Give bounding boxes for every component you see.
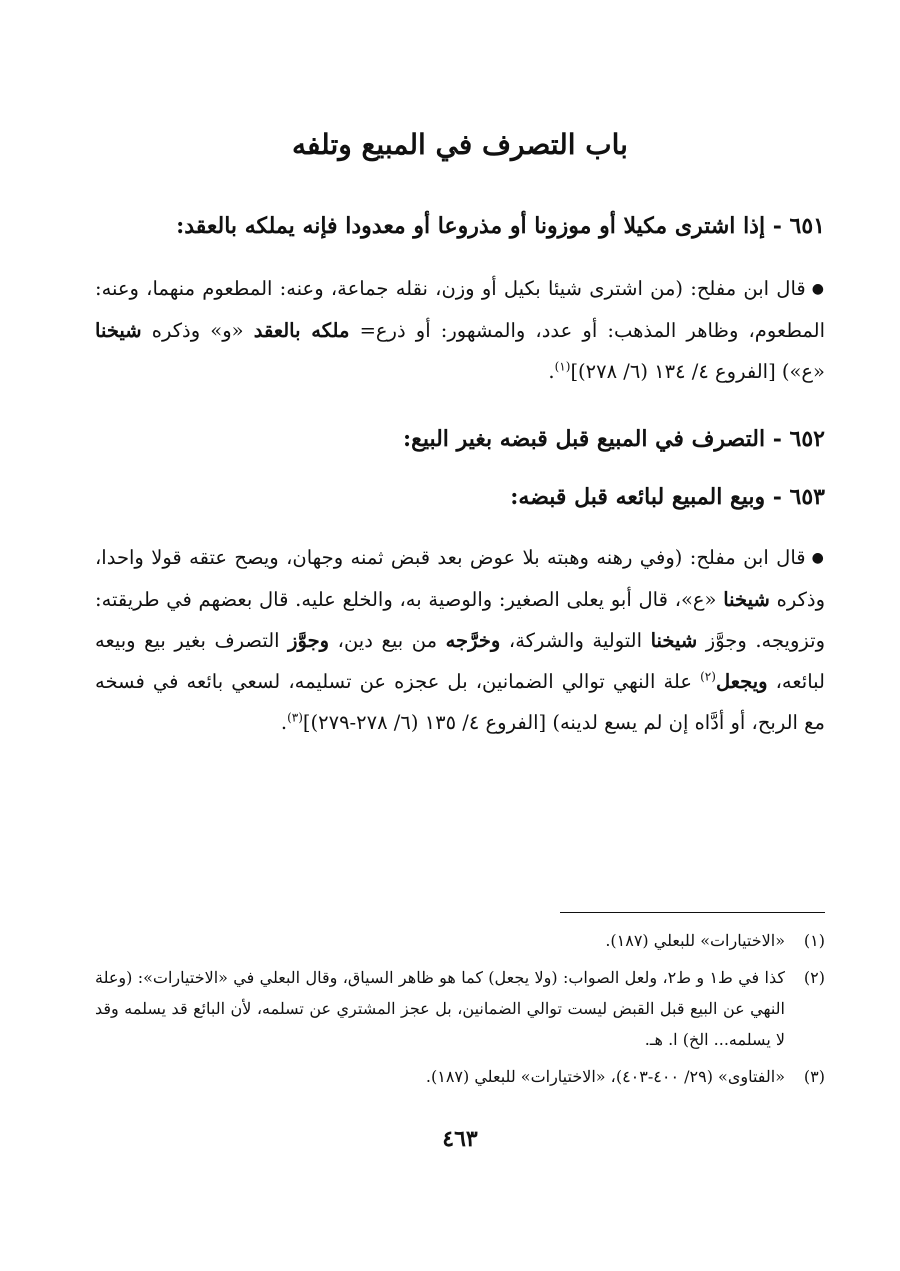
footnote-number: (٢) xyxy=(803,968,825,987)
footnote-text: كذا في ط١ و ط٢، ولعل الصواب: (ولا يجعل) كما هو ظاهر السياق، وقال البعلي في «الاختيارات»: (وعلة النهي عن البيع قبل القبض ليست توالي الضمانين، بل عجز المشتري عن تسلمه، لأن البائع قد يسلمه وقد لا يسلمه... الخ) ا. هـ. xyxy=(95,968,785,1049)
chapter-title: باب التصرف في المبيع وتلفه xyxy=(292,128,628,161)
para2-text-d: من بيع دين، xyxy=(329,629,446,652)
book-page xyxy=(95,0,825,1271)
footnote-3 xyxy=(95,1061,825,1092)
bullet-icon: ● xyxy=(811,550,826,566)
paragraph-651 xyxy=(95,268,825,392)
para2-text-b: «ع»، قال أبو يعلى الصغير: والوصية به، والخلع عليه. قال بعضهم في طريقته: وتزويجه. وجوَّز xyxy=(95,588,826,652)
para2-end: . xyxy=(280,711,288,734)
paragraph-653 xyxy=(95,537,825,743)
footnote-number: (٣) xyxy=(803,1067,825,1086)
footnote-ref-3[interactable]: (٣) xyxy=(287,710,303,725)
para1-bold-a: ملكه بالعقد xyxy=(253,319,350,342)
para2-text-c: التولية والشركة، xyxy=(500,629,651,652)
footnote-1 xyxy=(95,925,825,956)
para2-text-e: التصرف بغير بيع وبيعه لبائعه، xyxy=(95,629,825,693)
para1-text-a: قال ابن مفلح: (من اشترى شيئا بكيل أو وزن، نقله جماعة، وعنه: المطعوم منهما، وعنه: المطعوم، وظاهر المذهب: أو عدد، والمشهور: أو ذرع= xyxy=(95,277,825,342)
para2-bold-e: ويجعل xyxy=(715,670,768,693)
section-heading-652: ٦٥٢ - التصرف في المبيع قبل قبضه بغير البيع: xyxy=(403,426,825,452)
footnote-text: «الفتاوى» (٢٩/ ٤٠٠-٤٠٣)، «الاختيارات» للبعلي (١٨٧). xyxy=(425,1067,785,1086)
para1-bold-b: شيخنا xyxy=(95,319,142,342)
page-number: ٤٦٣ xyxy=(442,1126,478,1152)
footnote-divider xyxy=(560,912,825,913)
para2-text-f: علة النهي توالي الضمانين، بل عجزه عن تسليمه، لسعي بائعه في فسخه مع الربح، أو أدَّاه إن لم يسع لدينه) [الفروع ٤/ ١٣٥ (٦/ ٢٧٨-٢٧٩)] xyxy=(95,670,825,734)
footnote-2 xyxy=(95,962,825,1055)
footnote-text: «الاختيارات» للبعلي (١٨٧). xyxy=(605,931,785,950)
footnote-ref-2[interactable]: (٢) xyxy=(700,669,716,684)
para1-end: . xyxy=(548,360,555,383)
para1-text-c: «ع») [الفروع ٤/ ١٣٤ (٦/ ٢٧٨)] xyxy=(570,360,825,383)
para2-bold-c: وخرَّجه xyxy=(445,629,501,652)
section-heading-651: ٦٥١ - إذا اشترى مكيلا أو موزونا أو مذروعا أو معدودا فإنه يملكه بالعقد: xyxy=(176,213,825,239)
footnote-ref-1[interactable]: (١) xyxy=(554,359,571,374)
para1-text-b: «و» وذكره xyxy=(141,319,254,342)
para2-text-a: قال ابن مفلح: (وفي رهنه وهبته بلا عوض بعد قبض ثمنه وجهان، ويصح عتقه قولا واحدا، وذكره xyxy=(95,546,825,611)
footnotes xyxy=(95,925,825,1098)
section-heading-653: ٦٥٣ - وبيع المبيع لبائعه قبل قبضه: xyxy=(510,484,825,510)
para2-bold-b: شيخنا xyxy=(650,629,698,652)
bullet-icon: ● xyxy=(811,281,825,297)
footnote-number: (١) xyxy=(803,931,825,950)
para2-bold-a: شيخنا xyxy=(723,588,770,611)
para2-bold-d: وجوَّز xyxy=(288,629,330,652)
